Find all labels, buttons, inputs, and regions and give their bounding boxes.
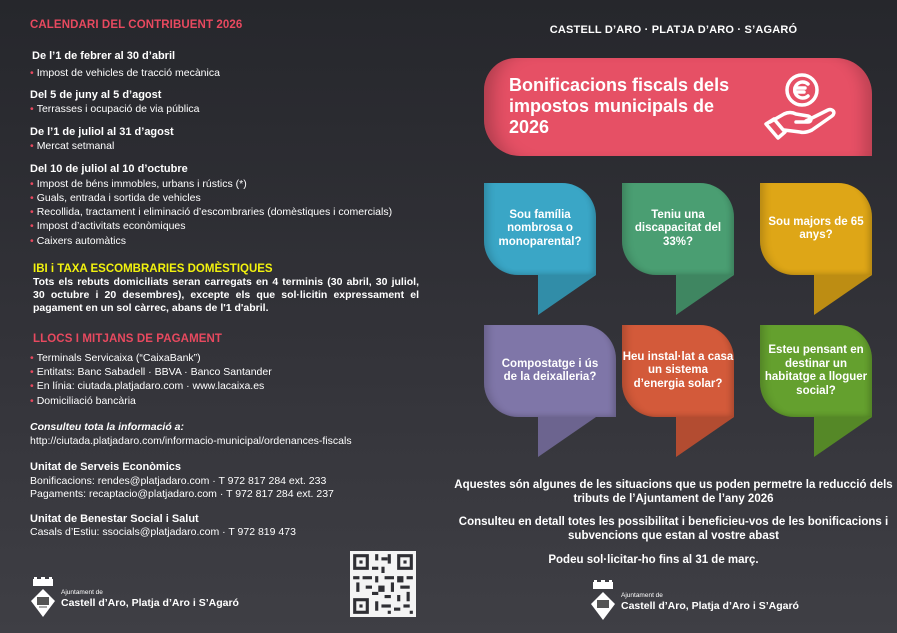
euro-hand-icon [762, 70, 842, 142]
bubble-text: Sou família nombrosa o monoparental? [484, 183, 596, 275]
ibi-title: IBI i TAXA ESCOMBRARIES DOMÈSTIQUES [33, 263, 273, 275]
municipal-logo-right [590, 580, 799, 622]
list-item: • Terrasses i ocupació de via pública [30, 103, 200, 115]
municipal-logo [30, 577, 239, 619]
municipalities-title: CASTELL D’ARO · PLATJA D’ARO · S’AGARÓ [549, 24, 798, 36]
coat-of-arms-icon [590, 580, 616, 622]
bubble-text: Heu instal·lat a casa un sistema d’energia solar? [622, 325, 734, 417]
consult-link[interactable]: http://ciutada.platjadaro.com/informacio-municipal/ordenances-fiscals [30, 435, 352, 447]
banner-title: Bonificacions fiscals dels impostos municipals de 2026 [509, 75, 730, 137]
list-item: • Impost d’activitats econòmiques [30, 220, 186, 232]
logo-small-text: Ajuntament de [61, 589, 103, 596]
coat-of-arms-icon [30, 577, 56, 619]
bubble-text: Sou majors de 65 anys? [760, 183, 872, 275]
unit-title: Unitat de Serveis Econòmics [30, 461, 181, 473]
info-paragraph-1: Aquestes són algunes de les situacions que us poden permetre la reducció dels tributs de l’Ajuntament de l’any 2026 [454, 479, 893, 505]
list-item: • En línia: ciutada.platjadaro.com · www.lacaixa.es [30, 380, 265, 392]
list-item: • Domiciliació bancària [30, 395, 136, 407]
question-bubble [484, 325, 599, 457]
list-item: • Impost de béns immobles, urbans i rústics (*) [30, 178, 247, 190]
list-item: • Mercat setmanal [30, 140, 115, 152]
title-banner [484, 58, 872, 156]
bubble-tail [676, 417, 734, 457]
bubble-tail [538, 275, 596, 315]
bubble-tail [814, 275, 872, 315]
period-title: Del 10 de juliol al 10 d’octubre [30, 163, 188, 175]
payment-title: LLOCS I MITJANS DE PAGAMENT [33, 333, 223, 345]
qr-code [350, 551, 416, 617]
list-item: • Recollida, tractament i eliminació d’escombraries (domèstiques i comercials) [30, 206, 393, 218]
list-item: • Terminals Servicaixa (“CaixaBank”) [30, 352, 201, 364]
unit-line: Casals d’Estiu: ssocials@platjadaro.com · T 972 819 473 [30, 526, 296, 538]
calendar-title: CALENDARI DEL CONTRIBUENT 2026 [30, 19, 243, 31]
list-item: • Entitats: Banc Sabadell · BBVA · Banco Santander [30, 366, 272, 378]
unit-line: Bonificacions: rendes@platjadaro.com · T 972 817 284 ext. 233 [30, 475, 327, 487]
bubble-text: Teniu una discapacitat del 33%? [622, 183, 734, 275]
consult-label: Consulteu tota la informació a: [30, 421, 185, 433]
bubble-tail [538, 417, 596, 457]
period-title: De l’1 de juliol al 31 d’agost [30, 126, 174, 138]
info-paragraph-2: Consulteu en detall totes les possibilitat i beneficieu-vos de les bonificacions i subvencions que estan al vostre abast [458, 516, 889, 542]
question-bubble [622, 183, 734, 315]
question-bubble [484, 183, 596, 315]
period-title: De l’1 de febrer al 30 d’abril [32, 50, 176, 62]
question-bubble [760, 325, 872, 457]
bubble-tail [676, 275, 734, 315]
bubble-text: Esteu pensant en destinar un habitatge a lloguer social? [760, 325, 872, 417]
bubble-tail [814, 417, 872, 457]
question-bubble [622, 325, 734, 457]
logo-big-text: Castell d’Aro, Platja d’Aro i S’Agaró [621, 600, 799, 612]
logo-big-text: Castell d’Aro, Platja d’Aro i S’Agaró [61, 597, 239, 609]
list-item: • Caixers automàtics [30, 235, 126, 247]
unit-title: Unitat de Benestar Social i Salut [30, 513, 199, 525]
logo-small-text: Ajuntament de [621, 592, 663, 599]
question-bubble [760, 183, 872, 315]
list-item: • Guals, entrada i sortida de vehicles [30, 192, 201, 204]
unit-line: Pagaments: recaptacio@platjadaro.com · T 972 817 284 ext. 237 [30, 488, 334, 500]
list-item: • Impost de vehicles de tracció mecànica [30, 67, 220, 79]
period-title: Del 5 de juny al 5 d’agost [30, 89, 162, 101]
bubble-text: Compostatge i ús de la deixalleria? [484, 325, 616, 417]
ibi-text: Tots els rebuts domiciliats seran carregats en 4 terminis (30 abril, 30 juliol, 30 octubre i 20 desembres), excepte els que sol·licitin expressament el pagament en un sol càrrec, abans de l'1 d'abril. [33, 276, 419, 314]
deadline-text: Podeu sol·licitar-ho fins al 31 de març. [548, 554, 759, 566]
